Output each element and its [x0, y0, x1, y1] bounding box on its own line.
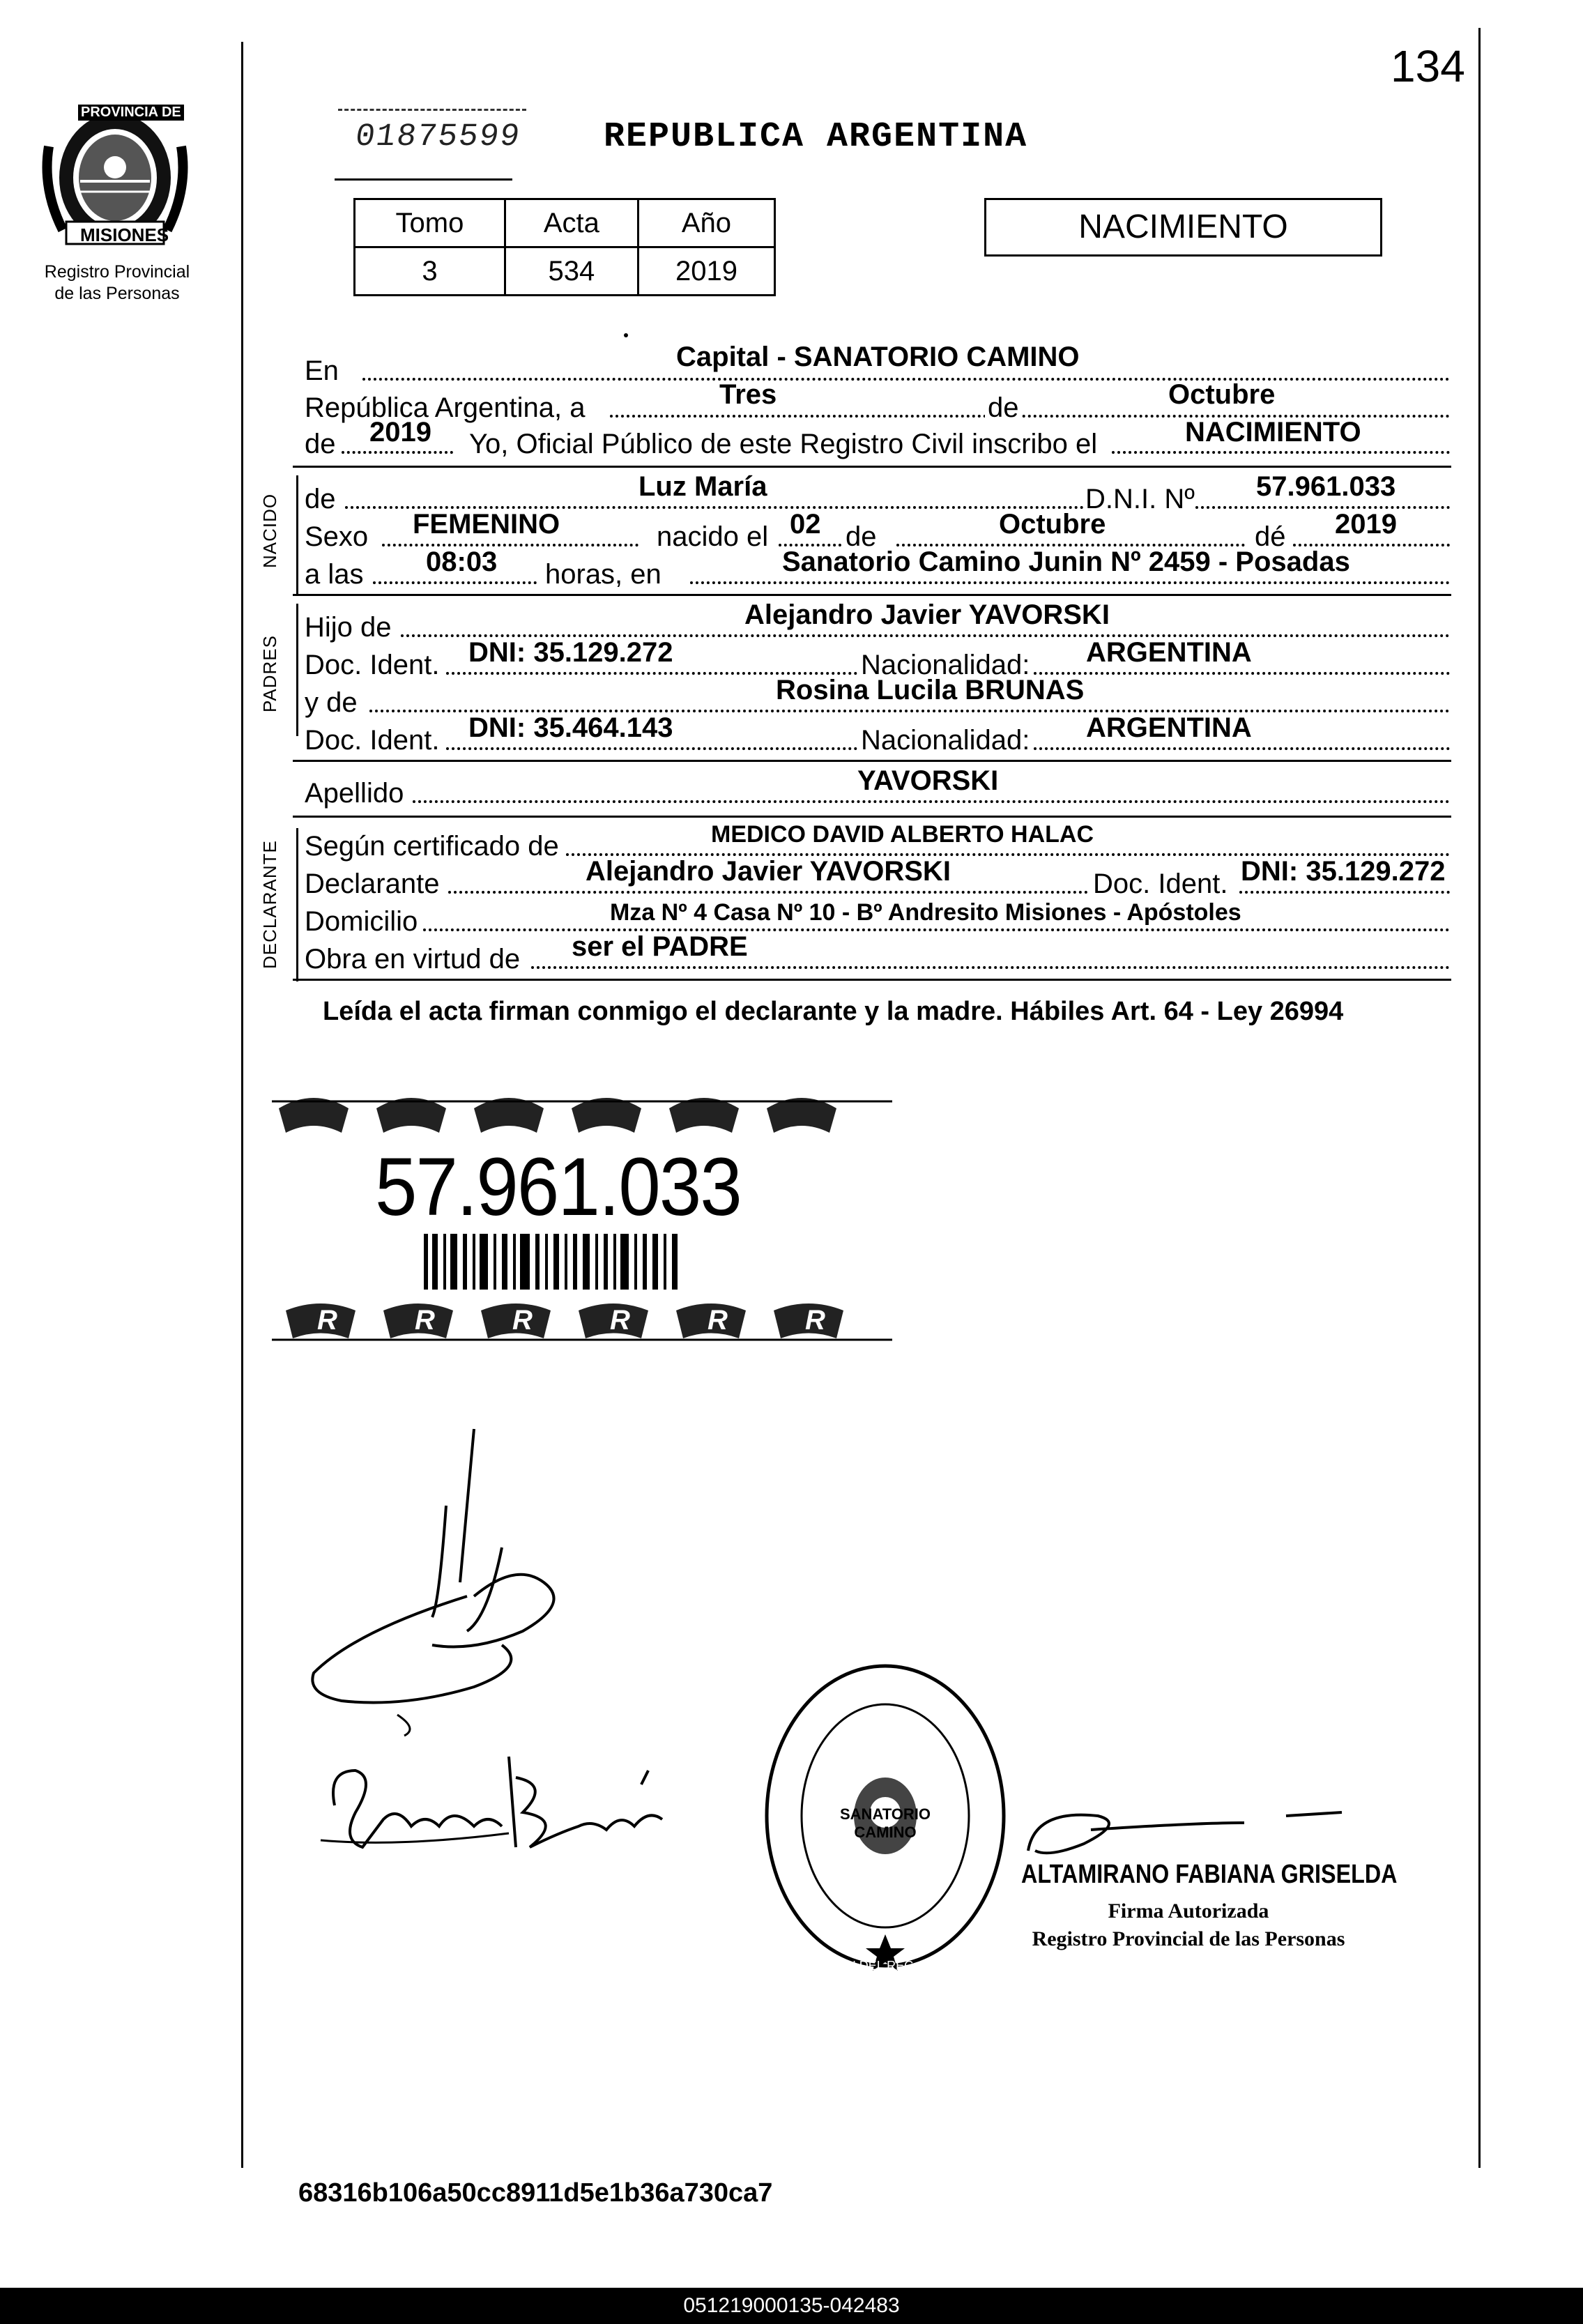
- ano-header: Año: [638, 199, 774, 247]
- apellido-value: YAVORSKI: [857, 765, 999, 796]
- y-de-label: y de: [305, 687, 358, 718]
- nacido-day-value: 02: [790, 509, 821, 540]
- closing-text: Leída el acta firman conmigo el declarante y la madre. Hábiles Art. 64 - Ley 26994: [323, 997, 1344, 1026]
- official-role-2: Registro Provincial de las Personas: [1032, 1927, 1345, 1950]
- month-value: Octubre: [1168, 379, 1276, 410]
- certificado-value: MEDICO DAVID ALBERTO HALAC: [711, 821, 1094, 848]
- inscribo-label: Yo, Oficial Público de este Registro Civil inscribo el: [469, 429, 1098, 459]
- section-divider-5: [293, 979, 1451, 981]
- dni-label: D.N.I. Nº: [1085, 484, 1195, 514]
- official-role-1: Firma Autorizada: [1108, 1899, 1269, 1922]
- acta-header: Acta: [505, 199, 638, 247]
- sexo-value: FEMENINO: [413, 509, 560, 540]
- dni-sticker-number: 57.961.033: [375, 1141, 741, 1233]
- ano-value: 2019: [638, 247, 774, 296]
- section-divider-2: [293, 594, 1451, 596]
- mother-doc-value: DNI: 35.464.143: [468, 712, 673, 743]
- watermark-letter-3: R: [512, 1305, 533, 1336]
- certificado-label: Según certificado de: [305, 831, 559, 862]
- serial-number: 01875599: [353, 119, 523, 155]
- official-name: ALTAMIRANO FABIANA GRISELDA: [1021, 1860, 1398, 1889]
- inscribo-value: NACIMIENTO: [1185, 417, 1361, 448]
- nacido-de-label-2: de: [846, 521, 877, 552]
- mother-nat-label: Nacionalidad:: [861, 725, 1030, 756]
- apellido-label: Apellido: [305, 778, 404, 809]
- en-dots: [362, 378, 1450, 381]
- logo-caption-line1: Registro Provincial: [44, 262, 190, 282]
- republica-label: República Argentina, a: [305, 392, 586, 423]
- domicilio-label: Domicilio: [305, 906, 418, 937]
- left-margin-line: [241, 42, 243, 2168]
- dni-sticker: [272, 1080, 892, 1349]
- document-type-box: NACIMIENTO: [984, 198, 1382, 257]
- domicilio-value: Mza Nº 4 Casa Nº 10 - Bº Andresito Misiones - Apóstoles: [610, 899, 1241, 926]
- time-dots: [373, 581, 537, 584]
- logo-caption-line2: de las Personas: [54, 284, 180, 303]
- nacido-de-label-3: dé: [1255, 521, 1286, 552]
- mother-nat-value: ARGENTINA: [1086, 712, 1252, 743]
- birth-place-dots: [690, 581, 1450, 584]
- father-value: Alejandro Javier YAVORSKI: [744, 599, 1110, 630]
- mother-doc-label: Doc. Ident.: [305, 725, 440, 756]
- father-nat-dots: [1034, 672, 1450, 675]
- nacido-name-value: Luz María: [638, 471, 767, 502]
- mother-doc-dots: [446, 747, 857, 750]
- nacido-el-label: nacido el: [657, 521, 769, 552]
- page-number: 134: [1391, 41, 1465, 91]
- obra-dots: [531, 966, 1450, 969]
- dot-mark: [624, 333, 628, 337]
- declarante-doc-dots: [1239, 891, 1450, 894]
- logo-caption: [13, 261, 222, 305]
- stamp-inner-text: SANATORIO CAMINO: [840, 1805, 931, 1841]
- document-title: REPUBLICA ARGENTINA: [604, 117, 1028, 157]
- nacido-de-label: de: [305, 484, 336, 514]
- watermark-letter-6: R: [805, 1305, 825, 1336]
- section-divider-4: [293, 816, 1451, 818]
- stamp-outer-text: DELEGACION DEL REG. PROVINCIAL DE LAS PERSONAS: [773, 1959, 997, 1987]
- sexo-dots: [382, 544, 638, 546]
- section-divider-1: [293, 466, 1451, 468]
- horas-label: horas, en: [545, 559, 662, 590]
- hijo-de-label: Hijo de: [305, 612, 392, 643]
- nacido-label: NACIDO: [259, 493, 280, 568]
- en-value: Capital - SANATORIO CAMINO: [676, 342, 1080, 372]
- father-nat-label: Nacionalidad:: [861, 650, 1030, 680]
- declarante-name-dots: [448, 891, 1088, 894]
- watermark-letter-5: R: [708, 1305, 728, 1336]
- time-value: 08:03: [426, 546, 498, 577]
- nacido-bar: [296, 475, 298, 594]
- tomo-acta-ano-table: [353, 198, 776, 296]
- sexo-label: Sexo: [305, 521, 369, 552]
- declarant-signature: [293, 1422, 627, 1743]
- father-doc-label: Doc. Ident.: [305, 650, 440, 680]
- day-value: Tres: [719, 379, 777, 410]
- declarante-name-label: Declarante: [305, 869, 440, 899]
- document-hash: 68316b106a50cc8911d5e1b36a730ca7: [298, 2178, 773, 2208]
- footer-code: 051219000135-042483: [0, 2288, 1583, 2324]
- barcode-icon: [272, 1234, 892, 1304]
- tomo-header: Tomo: [355, 199, 505, 247]
- year-value: 2019: [369, 417, 431, 448]
- sticker-bottom-pattern: [272, 1297, 892, 1345]
- tomo-value: 3: [355, 247, 505, 296]
- father-nat-value: ARGENTINA: [1086, 637, 1252, 668]
- acta-value: 534: [505, 247, 638, 296]
- logo-text-top: PROVINCIA DE: [78, 105, 184, 121]
- watermark-letter-1: R: [317, 1305, 337, 1336]
- obra-label: Obra en virtud de: [305, 944, 521, 974]
- dni-dots: [1195, 506, 1450, 509]
- father-doc-value: DNI: 35.129.272: [468, 637, 673, 668]
- padres-label: PADRES: [259, 635, 280, 712]
- watermark-letter-4: R: [610, 1305, 630, 1336]
- mother-signature: [314, 1743, 704, 1882]
- de-label-2: de: [305, 429, 336, 459]
- serial-underline: [335, 178, 512, 181]
- inscribo-dots: [1112, 451, 1450, 454]
- mother-value: Rosina Lucila BRUNAS: [776, 675, 1085, 705]
- nacido-month-value: Octubre: [999, 509, 1106, 540]
- logo-text-bottom: MISIONES: [80, 224, 169, 245]
- watermark-letter-2: R: [415, 1305, 435, 1336]
- right-margin-line: [1478, 28, 1481, 2168]
- obra-value: ser el PADRE: [572, 931, 748, 962]
- dni-value: 57.961.033: [1256, 471, 1396, 502]
- padres-bar: [296, 604, 298, 736]
- declarante-name-value: Alejandro Javier YAVORSKI: [586, 856, 951, 887]
- a-las-label: a las: [305, 559, 364, 590]
- nacido-year-value: 2019: [1335, 509, 1397, 540]
- year-dots: [342, 451, 453, 454]
- de-label-1: de: [985, 392, 1022, 424]
- en-label: En: [305, 356, 339, 386]
- declarante-doc-value: DNI: 35.129.272: [1241, 856, 1446, 887]
- declarante-doc-label: Doc. Ident.: [1093, 869, 1228, 899]
- apellido-dots: [413, 800, 1450, 803]
- declarante-label: DECLARANTE: [259, 840, 280, 969]
- section-divider-3: [293, 760, 1451, 762]
- mother-nat-dots: [1034, 747, 1450, 750]
- declarante-bar: [296, 828, 298, 981]
- birth-place-value: Sanatorio Camino Junin Nº 2459 - Posadas: [782, 546, 1350, 577]
- serial-top-mark: [338, 109, 526, 113]
